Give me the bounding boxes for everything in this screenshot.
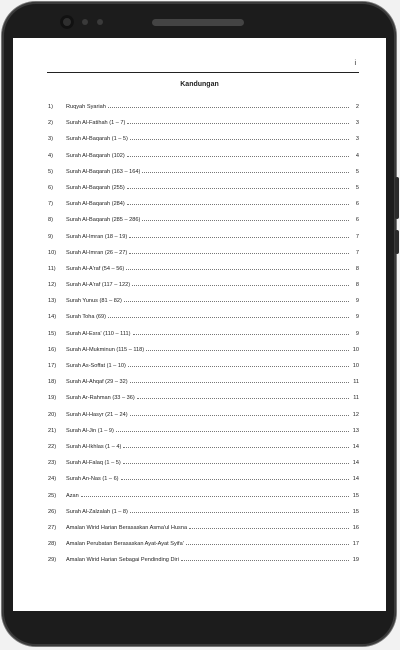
toc-leader-dots xyxy=(127,200,349,205)
toc-leader-dots xyxy=(127,119,349,124)
toc-entry-title: Surah Al-Baqarah (163 – 164) xyxy=(66,168,141,175)
toc-entry-number: 1) xyxy=(48,104,53,110)
toc-entry-title: Surah Al-Ikhlas (1 – 4) xyxy=(66,443,122,450)
toc-entry-page: 17 xyxy=(352,541,359,548)
toc-entry[interactable] xyxy=(48,103,359,119)
toc-leader-dots xyxy=(189,524,349,529)
toc-leader-dots xyxy=(127,152,349,157)
toc-entry-number: 28) xyxy=(48,541,57,548)
toc-leader-dots xyxy=(130,411,349,416)
toc-leader-dots xyxy=(128,362,349,367)
toc-entry-number: 8) xyxy=(48,217,53,224)
toc-entry-page: 8 xyxy=(355,265,359,272)
power-button[interactable] xyxy=(395,230,399,254)
toc-entry-page: 11 xyxy=(353,395,359,402)
page-number-mark: i xyxy=(354,60,356,67)
toc-entry-page: 15 xyxy=(352,508,359,515)
toc-entry[interactable] xyxy=(48,346,359,362)
toc-leader-dots xyxy=(130,135,349,140)
toc-entry-title: Surah As-Soffat (1 – 10) xyxy=(66,363,126,369)
toc-entry-page: 16 xyxy=(352,524,359,531)
phone-frame xyxy=(2,2,396,646)
toc-entry-title: Surah Al-Imran (26 – 27) xyxy=(66,249,128,256)
toc-leader-dots xyxy=(81,492,349,497)
toc-entry-page: 10 xyxy=(352,363,359,369)
toc-entry-title: Surah Al-Ahqaf (29 – 32) xyxy=(66,379,128,386)
toc-entry-title: Surah Al-Baqarah (102) xyxy=(66,152,125,159)
toc-entry-page: 6 xyxy=(355,217,359,224)
toc-entry[interactable] xyxy=(48,216,359,232)
toc-entry[interactable] xyxy=(48,540,359,556)
toc-entry[interactable] xyxy=(48,152,359,168)
toc-entry-title: Surah Al-Baqarah (285 – 286) xyxy=(66,217,141,224)
toc-entry[interactable] xyxy=(48,508,359,524)
toc-entry[interactable] xyxy=(48,233,359,249)
toc-entry-number: 16) xyxy=(48,346,57,353)
toc-entry-number: 27) xyxy=(48,524,57,531)
toc-entry-page: 15 xyxy=(352,492,359,499)
toc-entry-page: 3 xyxy=(355,120,359,127)
toc-leader-dots xyxy=(133,330,350,335)
toc-entry-title: Amalan Wirid Harian Berasaskan Asma'ul Husna xyxy=(66,524,188,531)
toc-entry[interactable] xyxy=(48,281,359,297)
toc-entry[interactable] xyxy=(48,184,359,200)
toc-entry-page: 13 xyxy=(352,427,359,434)
toc-entry-page: 14 xyxy=(352,460,359,467)
toc-leader-dots xyxy=(126,265,349,270)
toc-entry-number: 22) xyxy=(48,443,57,450)
page-title: Kandungan xyxy=(180,81,219,88)
header-rule xyxy=(47,72,359,73)
toc-entry-page: 2 xyxy=(355,104,359,110)
toc-leader-dots xyxy=(186,540,349,545)
toc-entry-number: 13) xyxy=(48,298,57,305)
toc-entry-title: Surah Al-Zalzalah (1 – 8) xyxy=(66,508,128,515)
toc-entry-number: 15) xyxy=(48,330,57,337)
toc-leader-dots xyxy=(124,297,349,302)
toc-leader-dots xyxy=(142,168,349,173)
toc-leader-dots xyxy=(121,475,349,480)
toc-entry[interactable] xyxy=(48,394,359,410)
toc-leader-dots xyxy=(130,508,349,513)
toc-entry-number: 21) xyxy=(48,427,57,434)
toc-entry-number: 25) xyxy=(48,492,57,499)
table-of-contents xyxy=(48,103,359,572)
toc-entry[interactable] xyxy=(48,119,359,135)
toc-entry[interactable] xyxy=(48,378,359,394)
toc-entry[interactable] xyxy=(48,411,359,427)
toc-entry[interactable] xyxy=(48,443,359,459)
toc-entry-number: 6) xyxy=(48,184,53,191)
light-sensor-icon xyxy=(97,19,103,25)
toc-entry-title: Surah Al-Baqarah (255) xyxy=(66,184,125,191)
front-camera-icon xyxy=(60,15,74,29)
toc-entry-title: Surah Al-A'raf (117 – 122) xyxy=(66,282,131,289)
toc-leader-dots xyxy=(123,459,349,464)
toc-entry-title: Surah Al-Imran (18 – 19) xyxy=(66,233,128,240)
toc-entry-title: Azan xyxy=(66,492,79,499)
toc-entry-page: 7 xyxy=(355,233,359,240)
toc-entry-page: 3 xyxy=(355,136,359,143)
toc-entry-page: 11 xyxy=(353,379,359,386)
toc-entry-page: 12 xyxy=(352,411,359,418)
toc-entry-page: 4 xyxy=(355,152,359,159)
toc-leader-dots xyxy=(181,556,349,561)
toc-entry-number: 7) xyxy=(48,201,53,208)
toc-entry[interactable] xyxy=(48,427,359,443)
toc-entry[interactable] xyxy=(48,200,359,216)
toc-leader-dots xyxy=(108,103,349,108)
toc-leader-dots xyxy=(123,443,349,448)
toc-entry-page: 10 xyxy=(352,346,359,353)
toc-entry-number: 24) xyxy=(48,476,57,483)
toc-entry-number: 17) xyxy=(48,363,57,369)
toc-entry-title: Surah Al-Jin (1 – 9) xyxy=(66,427,114,434)
toc-entry[interactable] xyxy=(48,313,359,329)
toc-entry-page: 9 xyxy=(355,314,359,321)
toc-entry-title: Surah Ar-Rahman (33 – 36) xyxy=(66,395,135,402)
toc-entry-title: Surah Toha (69) xyxy=(66,314,107,321)
toc-entry-page: 8 xyxy=(355,282,359,289)
toc-entry-number: 9) xyxy=(48,233,53,240)
toc-leader-dots xyxy=(108,313,349,318)
toc-entry[interactable] xyxy=(48,459,359,475)
toc-entry[interactable] xyxy=(48,524,359,540)
toc-entry-number: 11) xyxy=(48,265,56,272)
document-screen[interactable] xyxy=(13,38,386,611)
toc-entry-title: Ruqyah Syariah xyxy=(66,104,106,110)
toc-entry-title: Amalan Wirid Harian Sebagai Pendinding Diri xyxy=(66,557,179,564)
toc-leader-dots xyxy=(129,249,349,254)
phone-bottom-bezel xyxy=(2,610,396,646)
toc-entry-page: 14 xyxy=(352,443,359,450)
toc-entry[interactable] xyxy=(48,249,359,265)
toc-entry-number: 2) xyxy=(48,120,53,127)
toc-entry-number: 23) xyxy=(48,460,57,467)
toc-entry-title: Amalan Perubatan Berasaskan Ayat-Ayat Syifa' xyxy=(66,541,184,548)
toc-entry-number: 20) xyxy=(48,411,57,418)
toc-entry[interactable] xyxy=(48,297,359,313)
toc-entry-page: 6 xyxy=(355,201,359,208)
toc-entry[interactable] xyxy=(48,265,359,281)
toc-entry-title: Surah Al-Hasyr (21 – 24) xyxy=(66,411,128,418)
toc-entry[interactable] xyxy=(48,492,359,508)
toc-entry-title: Surah Al-Esra' (110 – 111) xyxy=(66,330,131,337)
toc-leader-dots xyxy=(146,346,349,351)
toc-entry[interactable] xyxy=(48,330,359,346)
toc-entry-title: Surah Al-A'raf (54 – 56) xyxy=(66,265,125,272)
toc-entry-number: 12) xyxy=(48,282,57,289)
toc-entry-number: 18) xyxy=(48,379,57,386)
toc-entry-title: Surah Al-Baqarah (284) xyxy=(66,201,125,208)
toc-entry[interactable] xyxy=(48,168,359,184)
toc-entry-number: 19) xyxy=(48,395,57,402)
toc-entry-number: 4) xyxy=(48,152,53,159)
toc-entry-page: 9 xyxy=(355,298,359,305)
toc-entry[interactable] xyxy=(48,135,359,151)
toc-leader-dots xyxy=(137,394,349,399)
toc-leader-dots xyxy=(130,378,349,383)
toc-entry-number: 14) xyxy=(48,314,57,321)
toc-entry-title: Surah Al-Mukminun (115 – 118) xyxy=(66,346,145,353)
proximity-sensor-icon xyxy=(82,19,88,25)
toc-entry-page: 7 xyxy=(355,249,359,256)
volume-button[interactable] xyxy=(395,177,399,219)
toc-entry-page: 5 xyxy=(355,184,359,191)
earpiece-speaker-icon xyxy=(152,19,244,26)
toc-entry-title: Surah Al-Falaq (1 – 5) xyxy=(66,460,121,467)
toc-entry-page: 5 xyxy=(355,168,359,175)
toc-entry[interactable] xyxy=(48,556,359,572)
toc-entry-number: 26) xyxy=(48,508,57,515)
toc-entry-title: Surah Yunus (81 – 82) xyxy=(66,298,122,305)
toc-entry-title: Surah An-Nas (1 – 6) xyxy=(66,476,119,483)
toc-entry-page: 19 xyxy=(352,557,359,564)
toc-entry[interactable] xyxy=(48,475,359,491)
toc-entry-number: 29) xyxy=(48,557,57,564)
toc-leader-dots xyxy=(142,216,349,221)
toc-leader-dots xyxy=(129,233,349,238)
toc-leader-dots xyxy=(132,281,349,286)
toc-entry-number: 3) xyxy=(48,136,53,143)
toc-entry-number: 5) xyxy=(48,168,53,175)
toc-entry-title: Surah Al-Fatihah (1 – 7) xyxy=(66,120,126,127)
toc-entry-number: 10) xyxy=(48,249,57,256)
toc-entry-page: 14 xyxy=(352,476,359,483)
phone-top-bezel xyxy=(2,2,396,42)
toc-entry[interactable] xyxy=(48,362,359,378)
toc-entry-title: Surah Al-Baqarah (1 – 5) xyxy=(66,136,128,143)
toc-entry-page: 9 xyxy=(355,330,359,337)
toc-leader-dots xyxy=(116,427,349,432)
toc-leader-dots xyxy=(127,184,349,189)
